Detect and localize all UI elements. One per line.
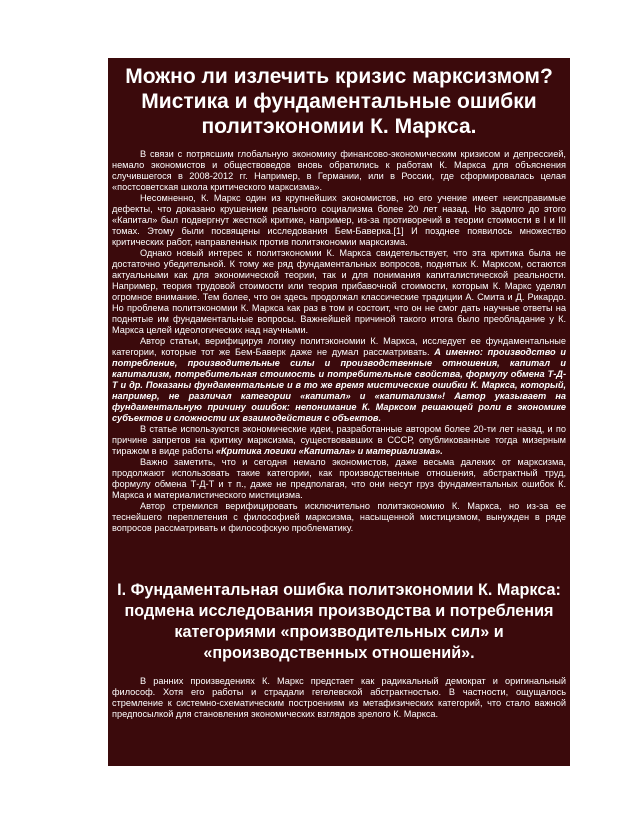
paragraph-4-emphasis: А именно: производство и потребление, производительные силы и производственные отношения, капитал и капитализм, потребительная стоимость и потребительные свойства, формулу обмена Т-Д-Т и др. Показаны фундаментальные и в то же время мистические ошибки К. Маркса, который, например, не различал категории «капитал» и «капитализм»! Автор указывает на фундаментальную причину ошибок: непонимание К. Марксом решающей роли в экономике субъектов и сложности их взаимодействия с объектов. — [112, 347, 566, 423]
paragraph-3: Однако новый интерес к политэкономии К. Маркса свидетельствует, что эта критика была не достаточно убедительной. К тому же ряд фундаментальных вопросов, поднятых К. Марксом, остаются актуальными как для экономической теории, так и для понимания капиталистической реальности. Например, теория трудовой стоимости или теория прибавочной стоимости, которым К. Маркс уделял огромное внимание. Тем более, что он здесь продолжал классические традиции А. Смита и Д. Рикардо. Но проблема политэкономии К. Маркса как раз в том и состоит, что он не смог дать научные ответы на поднятые им фундаментальные вопросы. Важнейшей причиной такого итога было преобладание у К. Маркса целей идеологических над научными. — [112, 248, 566, 335]
paragraph-1: В связи с потрясшим глобальную экономику финансово-экономическим кризисом и депрессией, немало экономистов и обществоведов вновь обратились к работам К. Маркса для объяснения случившегося в 2008-2012 гг. Например, в Германии, или в России, где сформировалась целая «постсоветская школа критического марксизма». — [112, 149, 566, 192]
section-heading: I. Фундаментальная ошибка политэкономии К. Маркса: подмена исследования производства и потребления категориями «производительных сил» и «производственных отношений». — [117, 581, 561, 662]
document-page — [108, 58, 570, 766]
paragraph-5: В статье используются экономические идеи, разработанные автором более 20-ти лет назад, и по причине запретов на критику марксизма, существовавших в СССР, опубликованные тогда мизерным тиражом в виде работы «Критика логики «Капитала» и материализма». — [112, 424, 566, 456]
document-title: Можно ли излечить кризис марксизмом? Мистика и фундаментальные ошибки политэкономии К. Маркса. — [125, 65, 553, 138]
section-spacer — [112, 534, 566, 580]
paragraph-4: Автор статьи, верифицируя логику политэкономии К. Маркса, исследует ее фундаментальные категории, которые тот же Бем-Баверк даже не думал рассматривать. А именно: производство и потребление, производительные силы и производственные отношения, капитал и капитализм, потребительная стоимость и потребительные свойства, формулу обмена Т-Д-Т и др. Показаны фундаментальные и в то же время мистические ошибки К. Маркса, который, например, не различал категории «капитал» и «капитализм»! Автор указывает на фундаментальную причину ошибок: непонимание К. Марксом решающей роли в экономике субъектов и сложности их взаимодействия с объектов. — [112, 336, 566, 423]
paragraph-5-emphasis: «Критика логики «Капитала» и материализма». — [215, 446, 443, 456]
paragraph-2: Несомненно, К. Маркс один из крупнейших экономистов, но его учение имеет неисправимые дефекты, что доказано крушением реального социализма более 20 лет назад. Но задолго до этого «Капитал» был подвергнут жесткой критике, например, из-за противоречий в теории стоимости в I и III томах. Этому были посвящены исследования Бем-Баверка.[1] И позднее появилось множество критических работ, направленных против политэкономии марксизма. — [112, 193, 566, 247]
section-paragraph-1: В ранних произведениях К. Маркс предстает как радикальный демократ и оригинальный философ. Хотя его работы и страдали гегелевской абстрактностью. В частности, ощущалось стремление к системно-схематическим построениям из метафизических категорий, что стало важной предпосылкой для становления экономических взглядов зрелого К. Маркса. — [112, 676, 566, 719]
paragraph-6: Важно заметить, что и сегодня немало экономистов, даже весьма далеких от марксизма, продолжают использовать такие категории, как производственные отношения, абстрактный труд, формулу обмена Т-Д-Т и т п., даже не предполагая, что они несут груз фундаментальных ошибок К. Маркса и материалистического мистицизма. — [112, 457, 566, 500]
paragraph-7: Автор стремился верифицировать исключительно политэкономию К. Маркса, но из-за ее теснейшего переплетения с философией марксизма, насыщенной мистицизмом, вынужден в ряде вопросов рассматривать и философскую проблематику. — [112, 501, 566, 533]
